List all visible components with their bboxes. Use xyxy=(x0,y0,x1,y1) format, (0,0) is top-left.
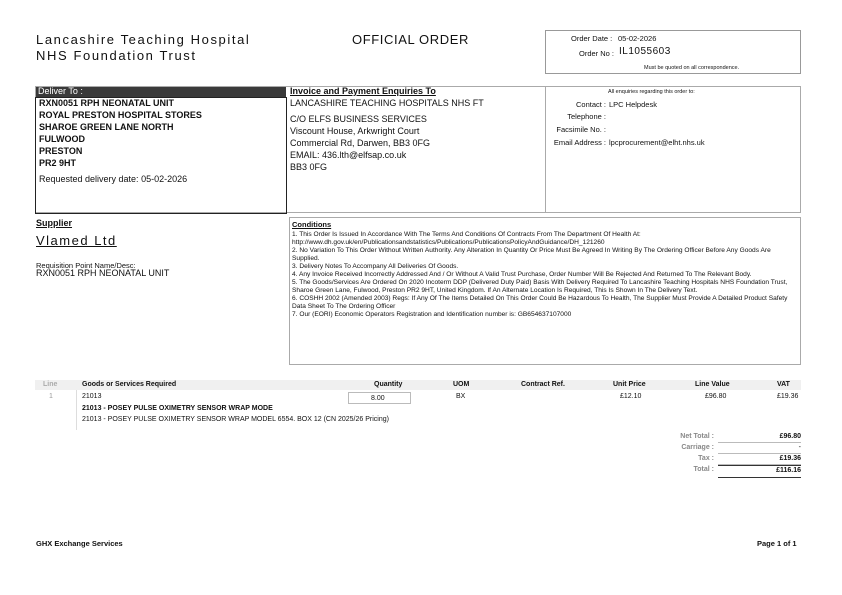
carriage-value: - xyxy=(798,444,801,451)
condition-3: 3. Delivery Notes To Accompany All Deliveries Of Goods. xyxy=(292,263,459,270)
contact-label: Contact : xyxy=(575,100,606,109)
footer-left: GHX Exchange Services xyxy=(36,539,123,548)
carriage-cell xyxy=(718,443,801,454)
deliver-line-2: ROYAL PRESTON HOSPITAL STORES xyxy=(39,110,202,120)
row-desc-2: 21013 - POSEY PULSE OXIMETRY SENSOR WRAP MODEL 6554. BOX 12 (CN 2025/26 Pricing) xyxy=(82,416,389,423)
supplier-heading: Supplier xyxy=(36,218,73,228)
deliver-line-4: FULWOOD xyxy=(39,134,85,144)
row-code: 21013 xyxy=(82,393,102,400)
deliver-to-box xyxy=(35,97,287,214)
requested-delivery-date: Requested delivery date: 05-02-2026 xyxy=(39,174,188,184)
fax-label: Facsimile No. : xyxy=(556,125,606,134)
page-number: Page 1 of 1 xyxy=(757,539,797,548)
deliver-heading: Deliver To : xyxy=(38,86,83,96)
tax-value: £19.36 xyxy=(779,455,801,462)
invoice-line-4: Commercial Rd, Darwen, BB3 0FG xyxy=(290,138,431,148)
row-unit-price: £12.10 xyxy=(620,393,642,400)
deliver-heading-bar xyxy=(36,87,286,97)
row-desc-1: 21013 - POSEY PULSE OXIMETRY SENSOR WRAP MODE xyxy=(82,405,273,412)
table-header xyxy=(35,380,801,390)
invoice-line-1: LANCASHIRE TEACHING HOSPITALS NHS FT xyxy=(290,98,484,108)
table-row xyxy=(35,390,801,430)
total-cell xyxy=(718,465,801,478)
conditions-heading: Conditions xyxy=(292,220,332,229)
deliver-line-5: PRESTON xyxy=(39,146,83,156)
email-value: lpcprocurement@elht.nhs.uk xyxy=(609,138,705,147)
hospital-name-line1: Lancashire Teaching Hospital xyxy=(36,32,251,47)
row-quantity: 8.00 xyxy=(371,395,385,402)
header-contract: Contract Ref. xyxy=(521,381,565,388)
condition-7: 7. Our (EORI) Economic Operators Registration and Identification number is: GB654637107000 xyxy=(292,311,572,318)
invoice-line-3: Viscount House, Arkwright Court xyxy=(290,126,420,136)
header-goods: Goods or Services Required xyxy=(82,381,177,388)
row-vat: £19.36 xyxy=(777,393,799,400)
net-total-cell xyxy=(718,432,801,443)
line-cell xyxy=(35,390,77,430)
deliver-line-1: RXN0051 RPH NEONATAL UNIT xyxy=(39,98,175,108)
net-total-value: £96.80 xyxy=(779,433,801,440)
conditions-box xyxy=(289,217,801,365)
requisition-value: RXN0051 RPH NEONATAL UNIT xyxy=(36,268,170,278)
condition-2: 2. No Variation To This Order Without Written Authority. Any Alteration In Quantity Or Price Must Be Agreed In Writing By The Ordering Officer Before Any Goods Are Supplied. xyxy=(292,247,771,262)
condition-6: 6. COSHH 2002 (Amended 2003) Regs: If Any Of The Items Detailed On This Order Could Be Hazardous To Health, The Supplier Must Provide A Detailed Product Safety Data Sheet To The Ordering Officer xyxy=(292,295,788,310)
header-uom: UOM xyxy=(453,381,470,388)
header-vat: VAT xyxy=(777,381,790,388)
tax-label: Tax : xyxy=(698,455,714,462)
deliver-line-6: PR2 9HT xyxy=(39,158,77,168)
enquiries-heading: All enquiries regarding this order to: xyxy=(608,89,695,95)
total-label: Total : xyxy=(693,466,714,473)
invoice-heading: Invoice and Payment Enquiries To xyxy=(290,86,436,96)
net-total-label: Net Total : xyxy=(680,433,714,440)
tax-cell xyxy=(718,454,801,465)
quote-note: Must be quoted on all correspondence. xyxy=(644,65,740,71)
contact-value: LPC Helpdesk xyxy=(609,100,657,109)
header-line-value: Line Value xyxy=(695,381,730,388)
row-uom: BX xyxy=(456,393,466,400)
invoice-line-6: BB3 0FG xyxy=(290,162,328,172)
row-line: 1 xyxy=(49,393,53,400)
header-line: Line xyxy=(43,381,58,388)
telephone-label: Telephone : xyxy=(567,112,606,121)
invoice-line-5: EMAIL: 436.lth@elfsap.co.uk xyxy=(290,150,407,160)
header-unit-price: Unit Price xyxy=(613,381,646,388)
supplier-name: Vlamed Ltd xyxy=(36,233,117,248)
quantity-cell xyxy=(348,392,411,404)
condition-4: 4. Any Invoice Received Incorrectly Addressed And / Or Without A Valid Trust Purchase, Order Number Will Be Rejected And Returned To The Relevant Body. xyxy=(292,271,752,278)
carriage-label: Carriage : xyxy=(681,444,714,451)
hospital-name-line2: NHS Foundation Trust xyxy=(36,48,197,63)
condition-5: 5. The Goods/Services Are Ordered On 2020 Incoterm DDP (Delivered Duty Paid) Basis With Delivery Required To Lancashire Teaching Hospitals NHS Foundation Trust, Sharoe Green Lane, Fulwood, Preston PR2 9HT, United Kingdom. If An Alternate Location Is Required, This Is Shown In The Delivery Text. xyxy=(292,279,788,294)
deliver-line-3: SHAROE GREEN LANE NORTH xyxy=(39,122,174,132)
email-label: Email Address : xyxy=(553,138,606,147)
order-info-box xyxy=(545,30,801,74)
invoice-line-2: C/O ELFS BUSINESS SERVICES xyxy=(290,114,427,124)
divider xyxy=(545,86,546,213)
order-date-label: Order Date : xyxy=(571,34,613,43)
header-quantity: Quantity xyxy=(374,381,403,388)
total-value: £116.16 xyxy=(776,467,801,474)
requisition-label: Requisition Point Name/Desc: xyxy=(36,261,136,270)
condition-1: 1. This Order Is Issued In Accordance With The Terms And Conditions Of Contracts From The Department Of Health At: http://www.dh.gov.uk/en/Publicationsandstatistics/Publications/PublicationsPolicyAndGuidance/DH_121260 xyxy=(292,231,641,246)
row-line-value: £96.80 xyxy=(705,393,727,400)
totals-block xyxy=(640,432,801,480)
order-no-value: IL1055603 xyxy=(619,46,671,57)
order-no-label: Order No : xyxy=(579,49,615,58)
order-date-value: 05-02-2026 xyxy=(618,34,657,43)
document-title: OFFICIAL ORDER xyxy=(352,32,469,47)
conditions-list xyxy=(292,231,800,319)
